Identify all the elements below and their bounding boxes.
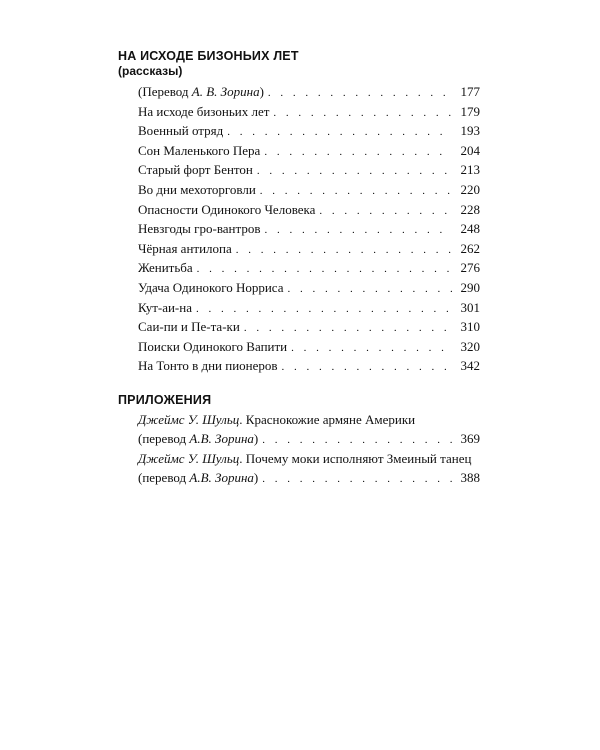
dot-leader [262, 470, 452, 490]
page-number: 177 [460, 84, 480, 99]
author-name: Джеймс У. Шульц [138, 450, 240, 466]
toc-entry[interactable] [138, 337, 480, 357]
appendix-entry-translator: (перевод А.В. Зорина) . . . 388 [138, 468, 480, 488]
toc-entry-title: На исходе бизоньих лет [138, 103, 270, 119]
page-number: 290 [460, 279, 480, 295]
page-number: 310 [460, 319, 480, 335]
appendix-entry[interactable] [138, 411, 480, 449]
appendix-list [138, 411, 480, 487]
toc-entries [138, 102, 480, 376]
dot-leader [264, 143, 452, 163]
author-name: Джеймс У. Шульц [138, 411, 240, 427]
toc-entry[interactable] [138, 180, 480, 200]
toc-entry-title: Старый форт Бентон [138, 162, 253, 178]
page-number: 213 [460, 162, 480, 178]
toc-entry-title: На Тонто в дни пионеров [138, 358, 278, 374]
page-number: 320 [460, 338, 480, 354]
appendix-entry-title: Джеймс У. Шульц. Почему моки исполняют Змеиный танец [138, 450, 472, 466]
toc-entry-title: (Перевод А. В. Зорина) [138, 84, 264, 99]
translator-name: А.В. Зорина [189, 430, 254, 446]
page-number: 262 [460, 240, 480, 256]
toc-list [138, 82, 480, 376]
section-subtitle: (рассказы) [118, 64, 183, 78]
appendix-entry[interactable] [138, 450, 480, 488]
page-number: 342 [460, 358, 480, 374]
toc-entry[interactable] [138, 258, 480, 278]
toc-entry[interactable] [138, 219, 480, 239]
page-number: 204 [460, 142, 480, 158]
translator-name: А. В. Зорина [191, 84, 260, 99]
dot-leader [319, 202, 452, 222]
toc-entry-title: Военный отряд [138, 123, 224, 139]
toc-entry[interactable] [138, 278, 480, 298]
toc-entry-title: Чёрная антилопа [138, 240, 232, 256]
page-number: 301 [460, 299, 480, 315]
toc-entry-title: Кут-аи-на [138, 299, 192, 315]
toc-entry-title: Опасности Одинокого Человека [138, 201, 316, 217]
toc-entry[interactable] [138, 298, 480, 318]
appendix-title: ПРИЛОЖЕНИЯ [118, 392, 212, 407]
page-number: 179 [460, 103, 480, 119]
toc-entry-title: Удача Одинокого Норриса [138, 279, 284, 295]
dot-leader [282, 358, 452, 378]
toc-entry[interactable] [138, 121, 480, 141]
dot-leader [257, 162, 452, 182]
page-number: 276 [460, 260, 480, 276]
toc-entry-title: Поиски Одинокого Вапити [138, 338, 288, 354]
translator-name: А.В. Зорина [189, 469, 254, 485]
dot-leader [265, 221, 453, 241]
toc-entry[interactable] [138, 356, 480, 376]
toc-entry-title: Женитьба [138, 260, 193, 276]
appendix-entry-title: Джеймс У. Шульц. Краснокожие армяне Америки [138, 411, 416, 427]
toc-entry-translator[interactable] [138, 82, 480, 102]
dot-leader [236, 241, 452, 261]
page-number: 228 [460, 201, 480, 217]
appendix-entry-translator: (перевод А.В. Зорина) . . . 369 [138, 429, 480, 449]
dot-leader [288, 280, 452, 300]
page-number: 248 [460, 221, 480, 237]
toc-entry[interactable] [138, 200, 480, 220]
page-number: 369 [460, 430, 480, 446]
section-title: НА ИСХОДЕ БИЗОНЬИХ ЛЕТ [118, 49, 299, 63]
toc-entry[interactable] [138, 102, 480, 122]
page-number: 388 [460, 469, 480, 485]
toc-entry[interactable] [138, 160, 480, 180]
toc-entry-title: Во дни мехоторговли [138, 181, 256, 197]
toc-entry[interactable] [138, 141, 480, 161]
toc-entry-title: Сон Маленького Пера [138, 142, 261, 158]
toc-entry-title: Невзгоды гро-вантров [138, 221, 261, 237]
dot-leader [291, 339, 452, 359]
dot-leader [268, 84, 452, 104]
page-number: 193 [460, 123, 480, 139]
toc-content [118, 48, 480, 488]
toc-entry[interactable] [138, 317, 480, 337]
dot-leader [273, 104, 452, 124]
toc-entry-title: Саи-пи и Пе-та-ки [138, 319, 240, 335]
dot-leader [262, 431, 452, 451]
page-number: 220 [460, 181, 480, 197]
toc-entry[interactable] [138, 239, 480, 259]
